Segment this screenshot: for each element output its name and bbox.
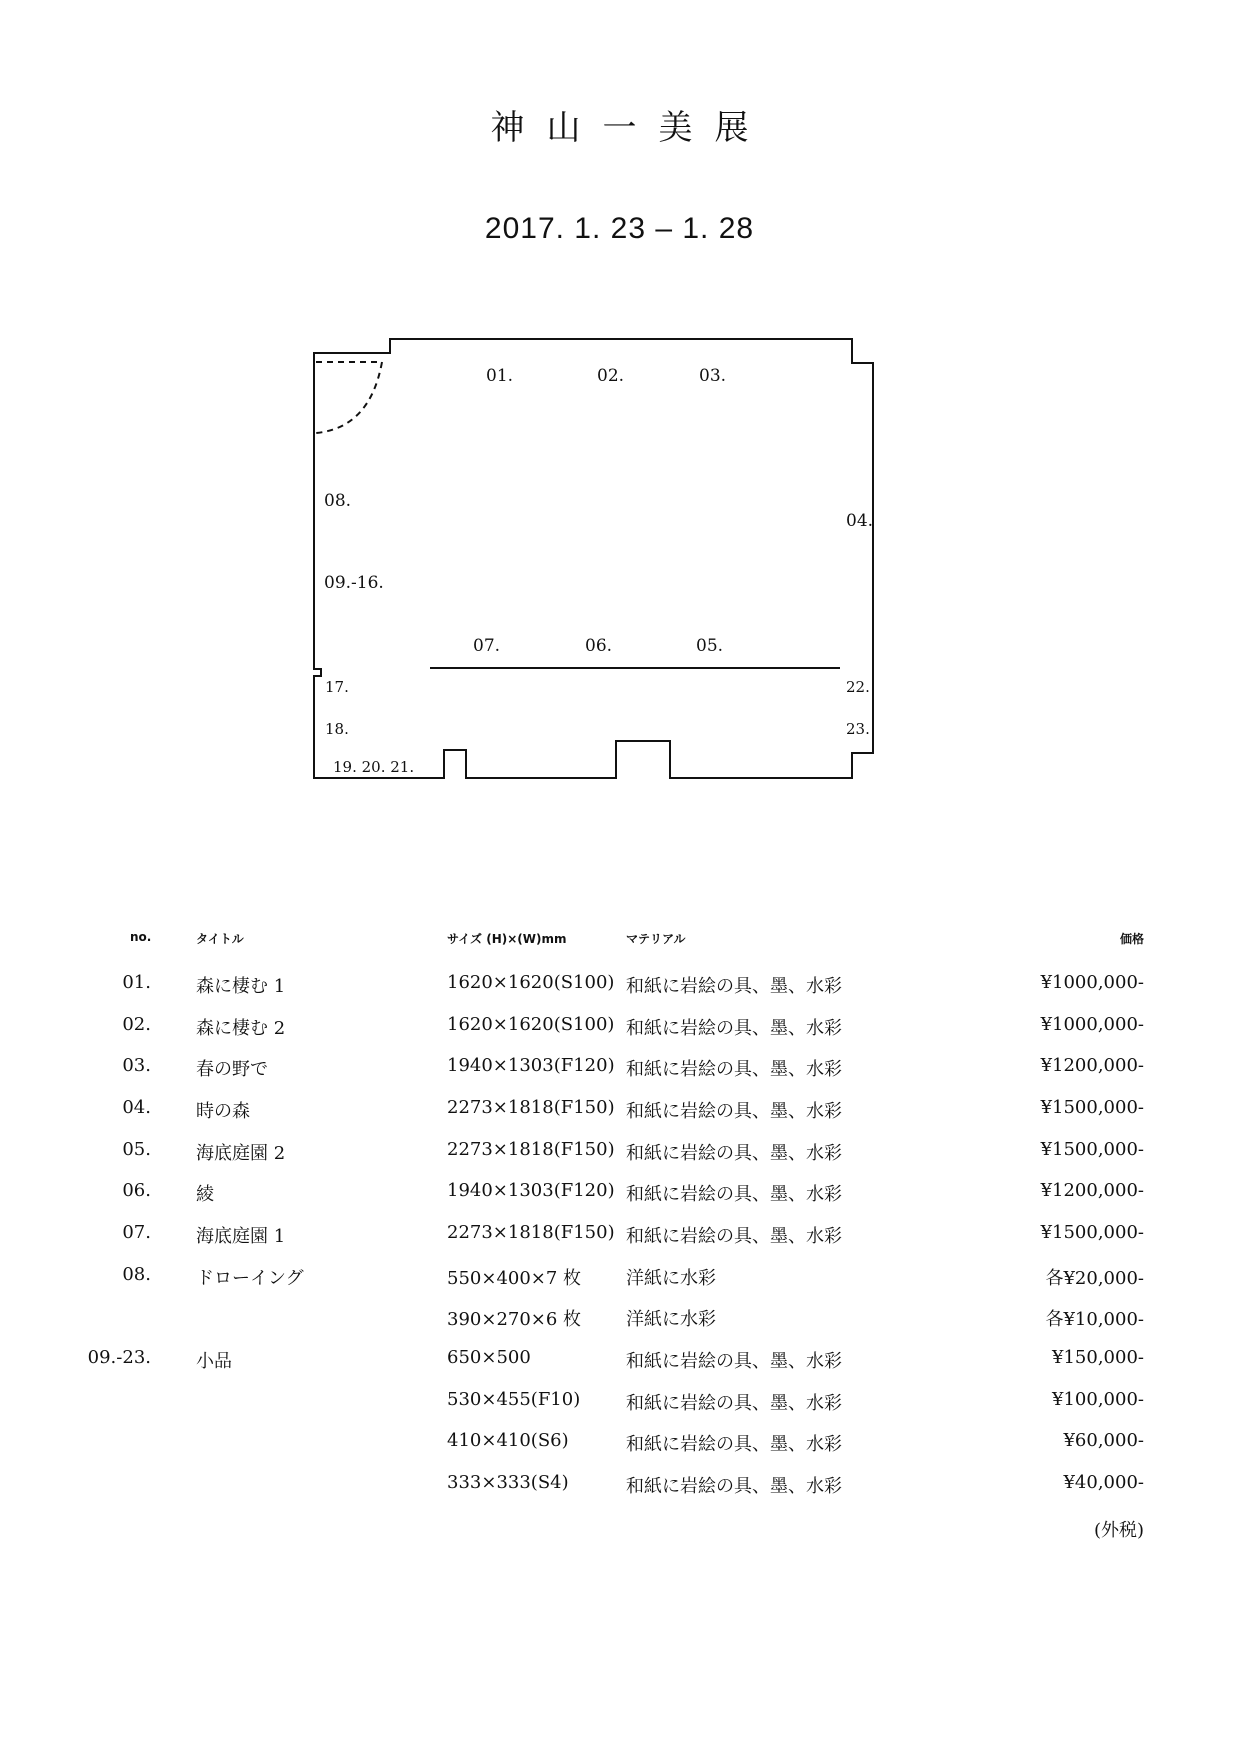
cell-size: 1940×1303(F120) bbox=[447, 1055, 615, 1076]
fp-label-07: 07. bbox=[473, 636, 501, 656]
table-row bbox=[0, 1097, 1239, 1127]
cell-size: 1620×1620(S100) bbox=[447, 1014, 615, 1035]
cell-no: 05. bbox=[122, 1139, 151, 1160]
fp-label-06: 06. bbox=[585, 636, 613, 656]
cell-title: 小品 bbox=[196, 1351, 232, 1372]
cell-no: 09.-23. bbox=[87, 1347, 151, 1368]
fp-label-05: 05. bbox=[696, 636, 724, 656]
cell-price: ¥1500,000- bbox=[1040, 1097, 1144, 1118]
cell-size: 530×455(F10) bbox=[447, 1389, 581, 1410]
cell-material: 和紙に岩絵の具、墨、水彩 bbox=[626, 1018, 842, 1039]
cell-price: 各¥10,000- bbox=[1045, 1309, 1144, 1330]
cell-price: ¥100,000- bbox=[1052, 1389, 1144, 1410]
table-row bbox=[0, 972, 1239, 1002]
cell-price: ¥1000,000- bbox=[1040, 1014, 1144, 1035]
table-row bbox=[0, 1264, 1239, 1294]
exhibition-title: 神山一美展 bbox=[490, 108, 771, 148]
door-swing-arc bbox=[316, 362, 382, 433]
cell-size: 1620×1620(S100) bbox=[447, 972, 615, 993]
table-row bbox=[0, 1014, 1239, 1044]
cell-material: 和紙に岩絵の具、墨、水彩 bbox=[626, 1059, 842, 1080]
fp-label-09-16: 09.-16. bbox=[324, 573, 384, 593]
cell-material: 洋紙に水彩 bbox=[626, 1268, 716, 1289]
cell-price: 各¥20,000- bbox=[1045, 1268, 1144, 1289]
cell-no: 01. bbox=[122, 972, 151, 993]
fp-label-01: 01. bbox=[486, 366, 514, 386]
fp-label-04: 04. bbox=[846, 511, 874, 531]
cell-price: ¥1500,000- bbox=[1040, 1222, 1144, 1243]
cell-price: ¥1200,000- bbox=[1040, 1055, 1144, 1076]
fp-label-22: 22. bbox=[846, 678, 870, 696]
cell-title: 春の野で bbox=[196, 1059, 268, 1080]
fp-label-02: 02. bbox=[597, 366, 625, 386]
table-row bbox=[0, 1222, 1239, 1252]
cell-material: 和紙に岩絵の具、墨、水彩 bbox=[626, 1101, 842, 1122]
cell-material: 和紙に岩絵の具、墨、水彩 bbox=[626, 976, 842, 997]
tax-note: (外税) bbox=[1093, 1520, 1144, 1541]
cell-no: 02. bbox=[122, 1014, 151, 1035]
cell-no: 07. bbox=[122, 1222, 151, 1243]
cell-size: 2273×1818(F150) bbox=[447, 1139, 615, 1160]
cell-price: ¥150,000- bbox=[1052, 1347, 1144, 1368]
header-title: タイトル bbox=[196, 932, 244, 946]
cell-size: 2273×1818(F150) bbox=[447, 1097, 615, 1118]
cell-title: 森に棲む 2 bbox=[196, 1018, 286, 1039]
fp-label-19-20-21: 19. 20. 21. bbox=[333, 758, 415, 776]
fp-label-23: 23. bbox=[846, 720, 870, 738]
cell-title: 海底庭園 2 bbox=[196, 1143, 286, 1164]
table-row bbox=[0, 1139, 1239, 1169]
table-row bbox=[0, 1055, 1239, 1085]
cell-no: 06. bbox=[122, 1180, 151, 1201]
table-row bbox=[0, 1430, 1239, 1460]
cell-title: ドローイング bbox=[196, 1268, 304, 1289]
cell-price: ¥60,000- bbox=[1063, 1430, 1144, 1451]
header-no: no. bbox=[130, 930, 152, 944]
cell-no: 08. bbox=[122, 1264, 151, 1285]
cell-size: 2273×1818(F150) bbox=[447, 1222, 615, 1243]
fp-label-03: 03. bbox=[699, 366, 727, 386]
cell-material: 和紙に岩絵の具、墨、水彩 bbox=[626, 1184, 842, 1205]
cell-price: ¥1200,000- bbox=[1040, 1180, 1144, 1201]
cell-size: 1940×1303(F120) bbox=[447, 1180, 615, 1201]
cell-material: 和紙に岩絵の具、墨、水彩 bbox=[626, 1351, 842, 1372]
cell-material: 洋紙に水彩 bbox=[626, 1309, 716, 1330]
cell-material: 和紙に岩絵の具、墨、水彩 bbox=[626, 1393, 842, 1414]
table-row bbox=[0, 1180, 1239, 1210]
cell-price: ¥1500,000- bbox=[1040, 1139, 1144, 1160]
fp-label-17: 17. bbox=[325, 678, 349, 696]
table-row bbox=[0, 1347, 1239, 1377]
floor-plan-walls bbox=[314, 339, 873, 778]
exhibition-dates: 2017. 1. 23 – 1. 28 bbox=[484, 212, 755, 245]
cell-price: ¥40,000- bbox=[1063, 1472, 1144, 1493]
cell-price: ¥1000,000- bbox=[1040, 972, 1144, 993]
cell-material: 和紙に岩絵の具、墨、水彩 bbox=[626, 1476, 842, 1497]
fp-label-18: 18. bbox=[325, 720, 349, 738]
table-row bbox=[0, 1389, 1239, 1419]
cell-material: 和紙に岩絵の具、墨、水彩 bbox=[626, 1434, 842, 1455]
cell-title: 綾 bbox=[196, 1184, 214, 1205]
cell-title: 森に棲む 1 bbox=[196, 976, 286, 997]
header-size: サイズ (H)×(W)mm bbox=[447, 932, 567, 946]
cell-size: 333×333(S4) bbox=[447, 1472, 569, 1493]
cell-size: 550×400×7 枚 bbox=[447, 1268, 582, 1289]
table-row bbox=[0, 1305, 1239, 1335]
fp-label-08: 08. bbox=[324, 491, 352, 511]
cell-size: 390×270×6 枚 bbox=[447, 1309, 582, 1330]
cell-title: 時の森 bbox=[196, 1101, 250, 1122]
cell-no: 03. bbox=[122, 1055, 151, 1076]
header-material: マテリアル bbox=[626, 932, 686, 946]
header-price: 価格 bbox=[1119, 932, 1144, 946]
table-row bbox=[0, 1472, 1239, 1502]
cell-title: 海底庭園 1 bbox=[196, 1226, 286, 1247]
cell-size: 650×500 bbox=[447, 1347, 531, 1368]
cell-material: 和紙に岩絵の具、墨、水彩 bbox=[626, 1143, 842, 1164]
cell-material: 和紙に岩絵の具、墨、水彩 bbox=[626, 1226, 842, 1247]
cell-size: 410×410(S6) bbox=[447, 1430, 569, 1451]
cell-no: 04. bbox=[122, 1097, 151, 1118]
floor-plan bbox=[0, 0, 1239, 800]
